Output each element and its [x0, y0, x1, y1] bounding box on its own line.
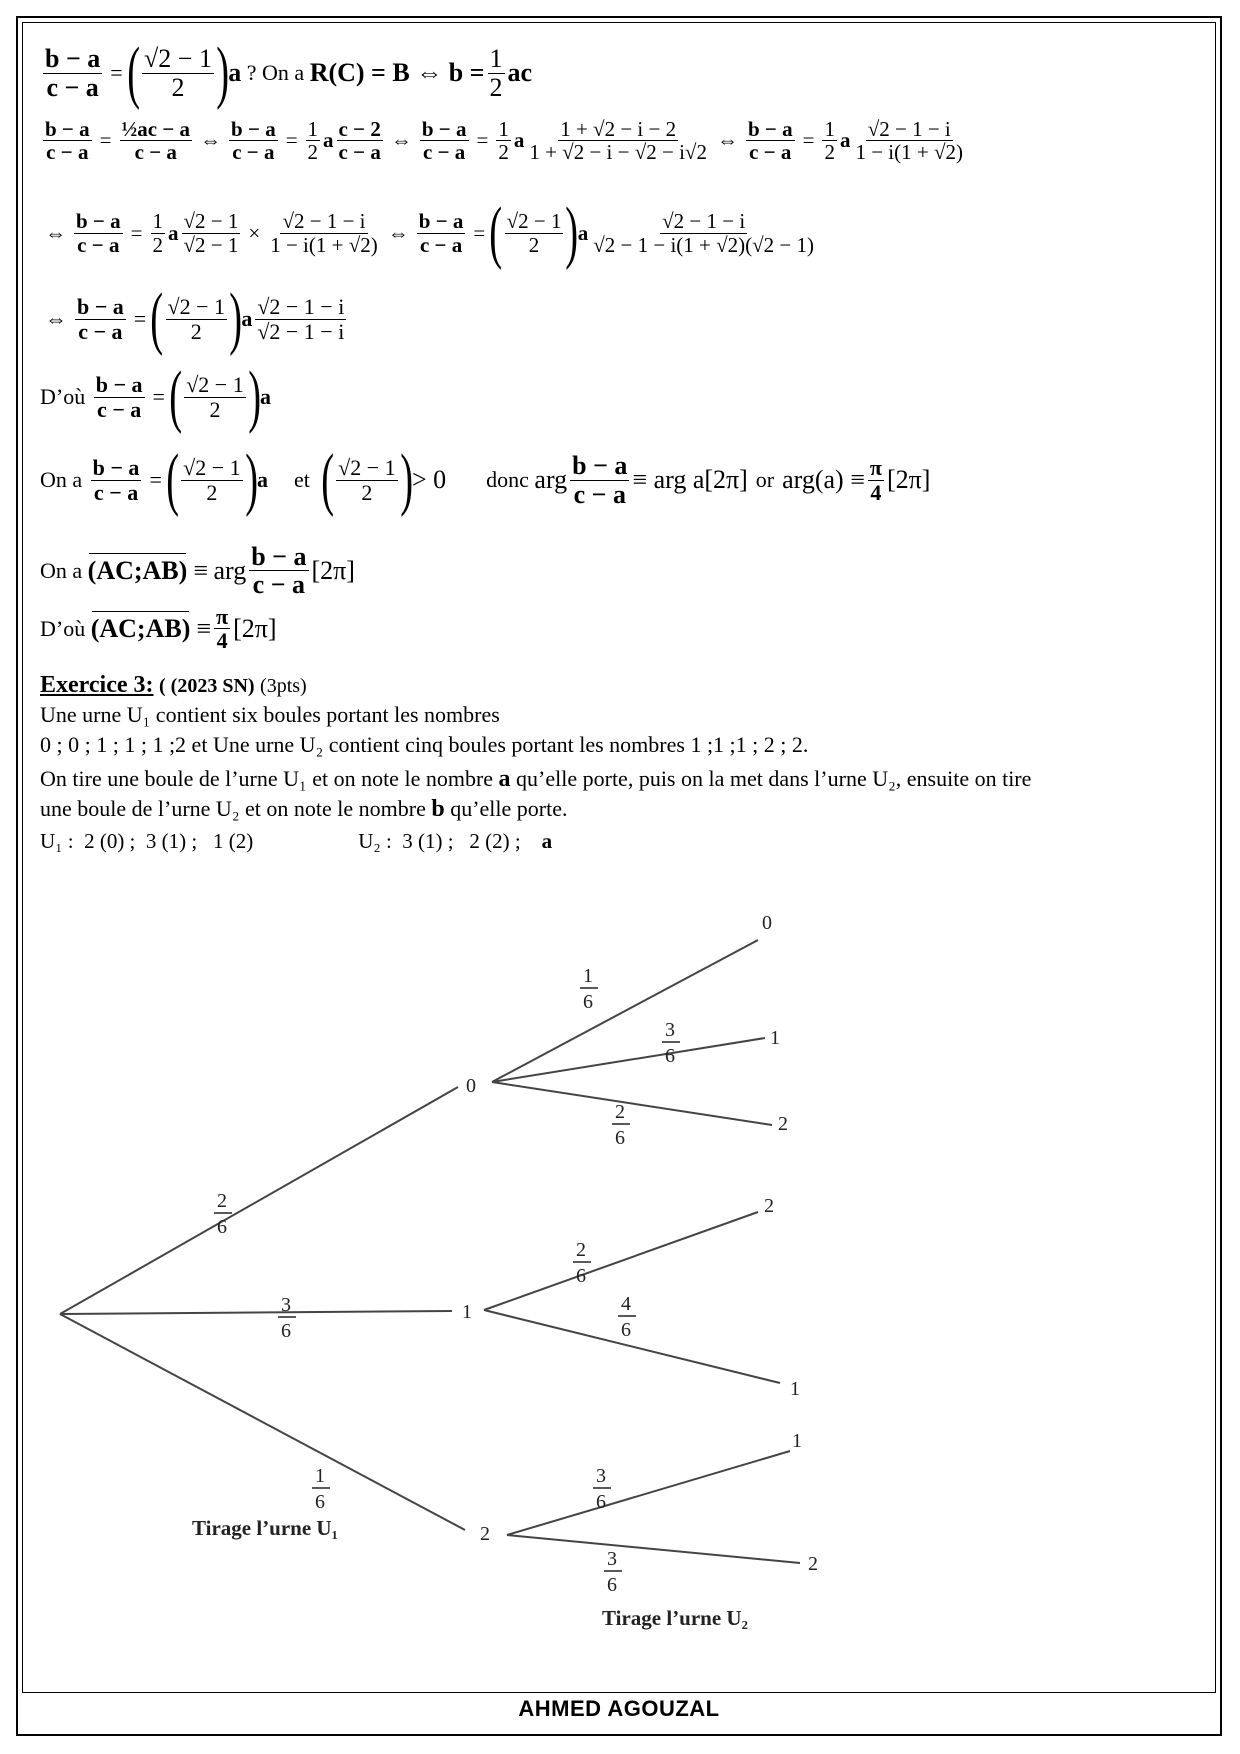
- svg-text:6: 6: [315, 1491, 325, 1513]
- svg-text:2: 2: [576, 1239, 586, 1261]
- fraction: $\frac{√2 - 1 - i}{1 - i(1 + √2)}$: [270, 209, 378, 257]
- caption-urn-2: Tirage l’urne U₂: [602, 1606, 748, 1630]
- fraction: $\frac{\text{½ac − a}}{c - a}$: [121, 117, 191, 165]
- equation-line-6: On a $\frac{b - a}{c - a}$ = ( $\frac{√2 - 1}{2}$ ) a et ( $\frac{√2 - 1}{2}$ ) > 0 donc arg $\frac{b - a}{c - a}$ ≡ arg a[2π] or arg(a) ≡ $\frac{\pi}{4}$ [2π]: [40, 441, 931, 518]
- fraction: $\frac{1 + √2 - i - 2}{1 + √2 - i - √2 - i√2}$: [529, 117, 707, 165]
- svg-text:6: 6: [615, 1127, 625, 1149]
- leaf-0-1: 1: [770, 1027, 780, 1049]
- fraction: $\frac{√2 - 1}{2}$: [144, 44, 212, 102]
- fraction: $\frac{√2 - 1}{√2 - 1}$: [183, 209, 239, 257]
- u1-summary: U₁ : 2 (0) ; 3 (1) ; 1 (2): [40, 829, 254, 853]
- equation-line-2: $\frac{b - a}{c - a}$ = $\frac{\text{½ac − a}}{c - a}$ ⇔ $\frac{b - a}{c - a}$ = $\frac{1}{2}$ a $\frac{c - 2}{c - a}$ ⇔ $\frac{b - a}{c - a}$ = $\frac{1}{2}$ a $\frac{1 + √2 - i - 2}{1 + √2 - i - √2 - i√2}$ ⇔ $\frac{b - a}{c - a}$ = $\frac{1}{2}$ a $\frac{√2 - 1 - i}{1 - i(1 + √2)}$: [45, 117, 964, 165]
- svg-text:6: 6: [576, 1265, 586, 1287]
- leaf-1-1: 1: [790, 1378, 800, 1400]
- branch-root-0: [60, 1087, 458, 1314]
- fraction: $\frac{c - 2}{c - a}$: [338, 117, 381, 165]
- fraction: $\frac{√2 - 1 - i}{√2 - 1 - i(1 + √2)(√2 - 1)}$: [593, 209, 815, 257]
- node-2: 2: [480, 1523, 490, 1545]
- svg-text:3: 3: [281, 1294, 291, 1316]
- angle-vector: (AC;AB): [90, 613, 191, 643]
- svg-text:3: 3: [607, 1548, 617, 1570]
- equation-line-3: ⇔ $\frac{b - a}{c - a}$ = $\frac{1}{2}$ a $\frac{√2 - 1}{√2 - 1}$ × $\frac{√2 - 1 - i}{1 - i(1 + √2)}$ ⇔ $\frac{b - a}{c - a}$ = ( $\frac{√2 - 1}{2}$ ) a $\frac{√2 - 1 - i}{√2 - 1 - i(1 + √2)(√2 - 1)}$: [45, 194, 815, 271]
- svg-text:6: 6: [607, 1574, 617, 1596]
- angle-vector: (AC;AB): [87, 555, 188, 585]
- branch-0-2: [492, 1082, 772, 1125]
- svg-text:6: 6: [596, 1491, 606, 1513]
- svg-text:2: 2: [615, 1101, 625, 1123]
- exercise-body: Une urne U₁ contient six boules portant les nombres 0 ; 0 ; 1 ; 1 ; 1 ;2 et Une urne U₂ contient cinq boules portant les nombres 1 ;1 ;1 ; 2 ; 2. On tire une boule de l’urne U₁ et on note le nombre a qu’elle porte, puis on la met dans l’urne U₂, ensuite on tire une boule de l’urne U₂ et on note le nombre b qu’elle porte. U₁ : 2 (0) ; 3 (1) ; 1 (2) U₂ : 3 (1) ; 2 (2) ; a: [40, 702, 1032, 853]
- equation-line-7: On a (AC;AB) ≡ arg $\frac{b - a}{c - a}$ [2π]: [40, 542, 355, 600]
- fraction: $\frac{b - a}{c - a}$: [45, 44, 101, 102]
- exercise-heading: Exercice 3: ( (2023 SN) (3pts): [40, 672, 307, 698]
- leaf-2-1: 2: [808, 1553, 818, 1575]
- svg-text:6: 6: [583, 991, 593, 1013]
- branch-root-2: [60, 1314, 465, 1530]
- fraction: $\frac{√2 - 1 - i}{1 - i(1 + √2)}$: [855, 117, 964, 165]
- node-1: 1: [462, 1301, 472, 1323]
- equation-line-1: $\frac{b - a}{c - a}$ = ( $\frac{√2 - 1}{2}$ ) a ? On a R(C) = B ⇔ b = $\frac{1}{2}$ ac: [45, 34, 533, 111]
- svg-text:4: 4: [621, 1293, 631, 1315]
- branch-root-1: [60, 1311, 452, 1314]
- equation-line-8: D’où (AC;AB) ≡ $\frac{\pi}{4}$ [2π]: [40, 604, 277, 654]
- fraction: $\frac{√2 - 1 - i}{√2 - 1 - i}$: [257, 294, 345, 344]
- branch-2-0: [507, 1451, 790, 1535]
- footer-author: AHMED AGOUZAL: [518, 1696, 720, 1721]
- fraction: $\frac{b - a}{c - a}$: [231, 117, 276, 165]
- branch-2-1: [507, 1535, 800, 1563]
- svg-text:3: 3: [665, 1019, 675, 1041]
- branch-1-1: [484, 1310, 780, 1383]
- node-0: 0: [466, 1075, 476, 1097]
- svg-text:1: 1: [583, 965, 593, 987]
- svg-text:6: 6: [621, 1319, 631, 1341]
- leaf-1-0: 2: [764, 1195, 774, 1217]
- u2-summary: U₂ : 3 (1) ; 2 (2) ;: [358, 829, 521, 853]
- fraction: $\frac{b - a}{c - a}$: [45, 117, 90, 165]
- leaf-0-2: 2: [778, 1113, 788, 1135]
- equation-line-4: ⇔ $\frac{b - a}{c - a}$ = ( $\frac{√2 - 1}{2}$ ) a $\frac{√2 - 1 - i}{√2 - 1 - i}$: [45, 280, 345, 357]
- svg-text:3: 3: [596, 1465, 606, 1487]
- svg-text:6: 6: [665, 1045, 675, 1067]
- svg-text:1: 1: [315, 1465, 325, 1487]
- leaf-0-0: 0: [762, 912, 772, 934]
- svg-text:6: 6: [217, 1216, 227, 1238]
- caption-urn-1: Tirage l’urne U₁: [192, 1516, 338, 1540]
- equation-line-5: D’où $\frac{b - a}{c - a}$ = ( $\frac{√2 - 1}{2}$ ) a: [40, 358, 272, 435]
- fraction: $\frac{1}{2}$: [489, 44, 503, 102]
- svg-text:6: 6: [281, 1320, 291, 1342]
- leaf-2-0: 1: [792, 1430, 802, 1452]
- svg-text:2: 2: [217, 1190, 227, 1212]
